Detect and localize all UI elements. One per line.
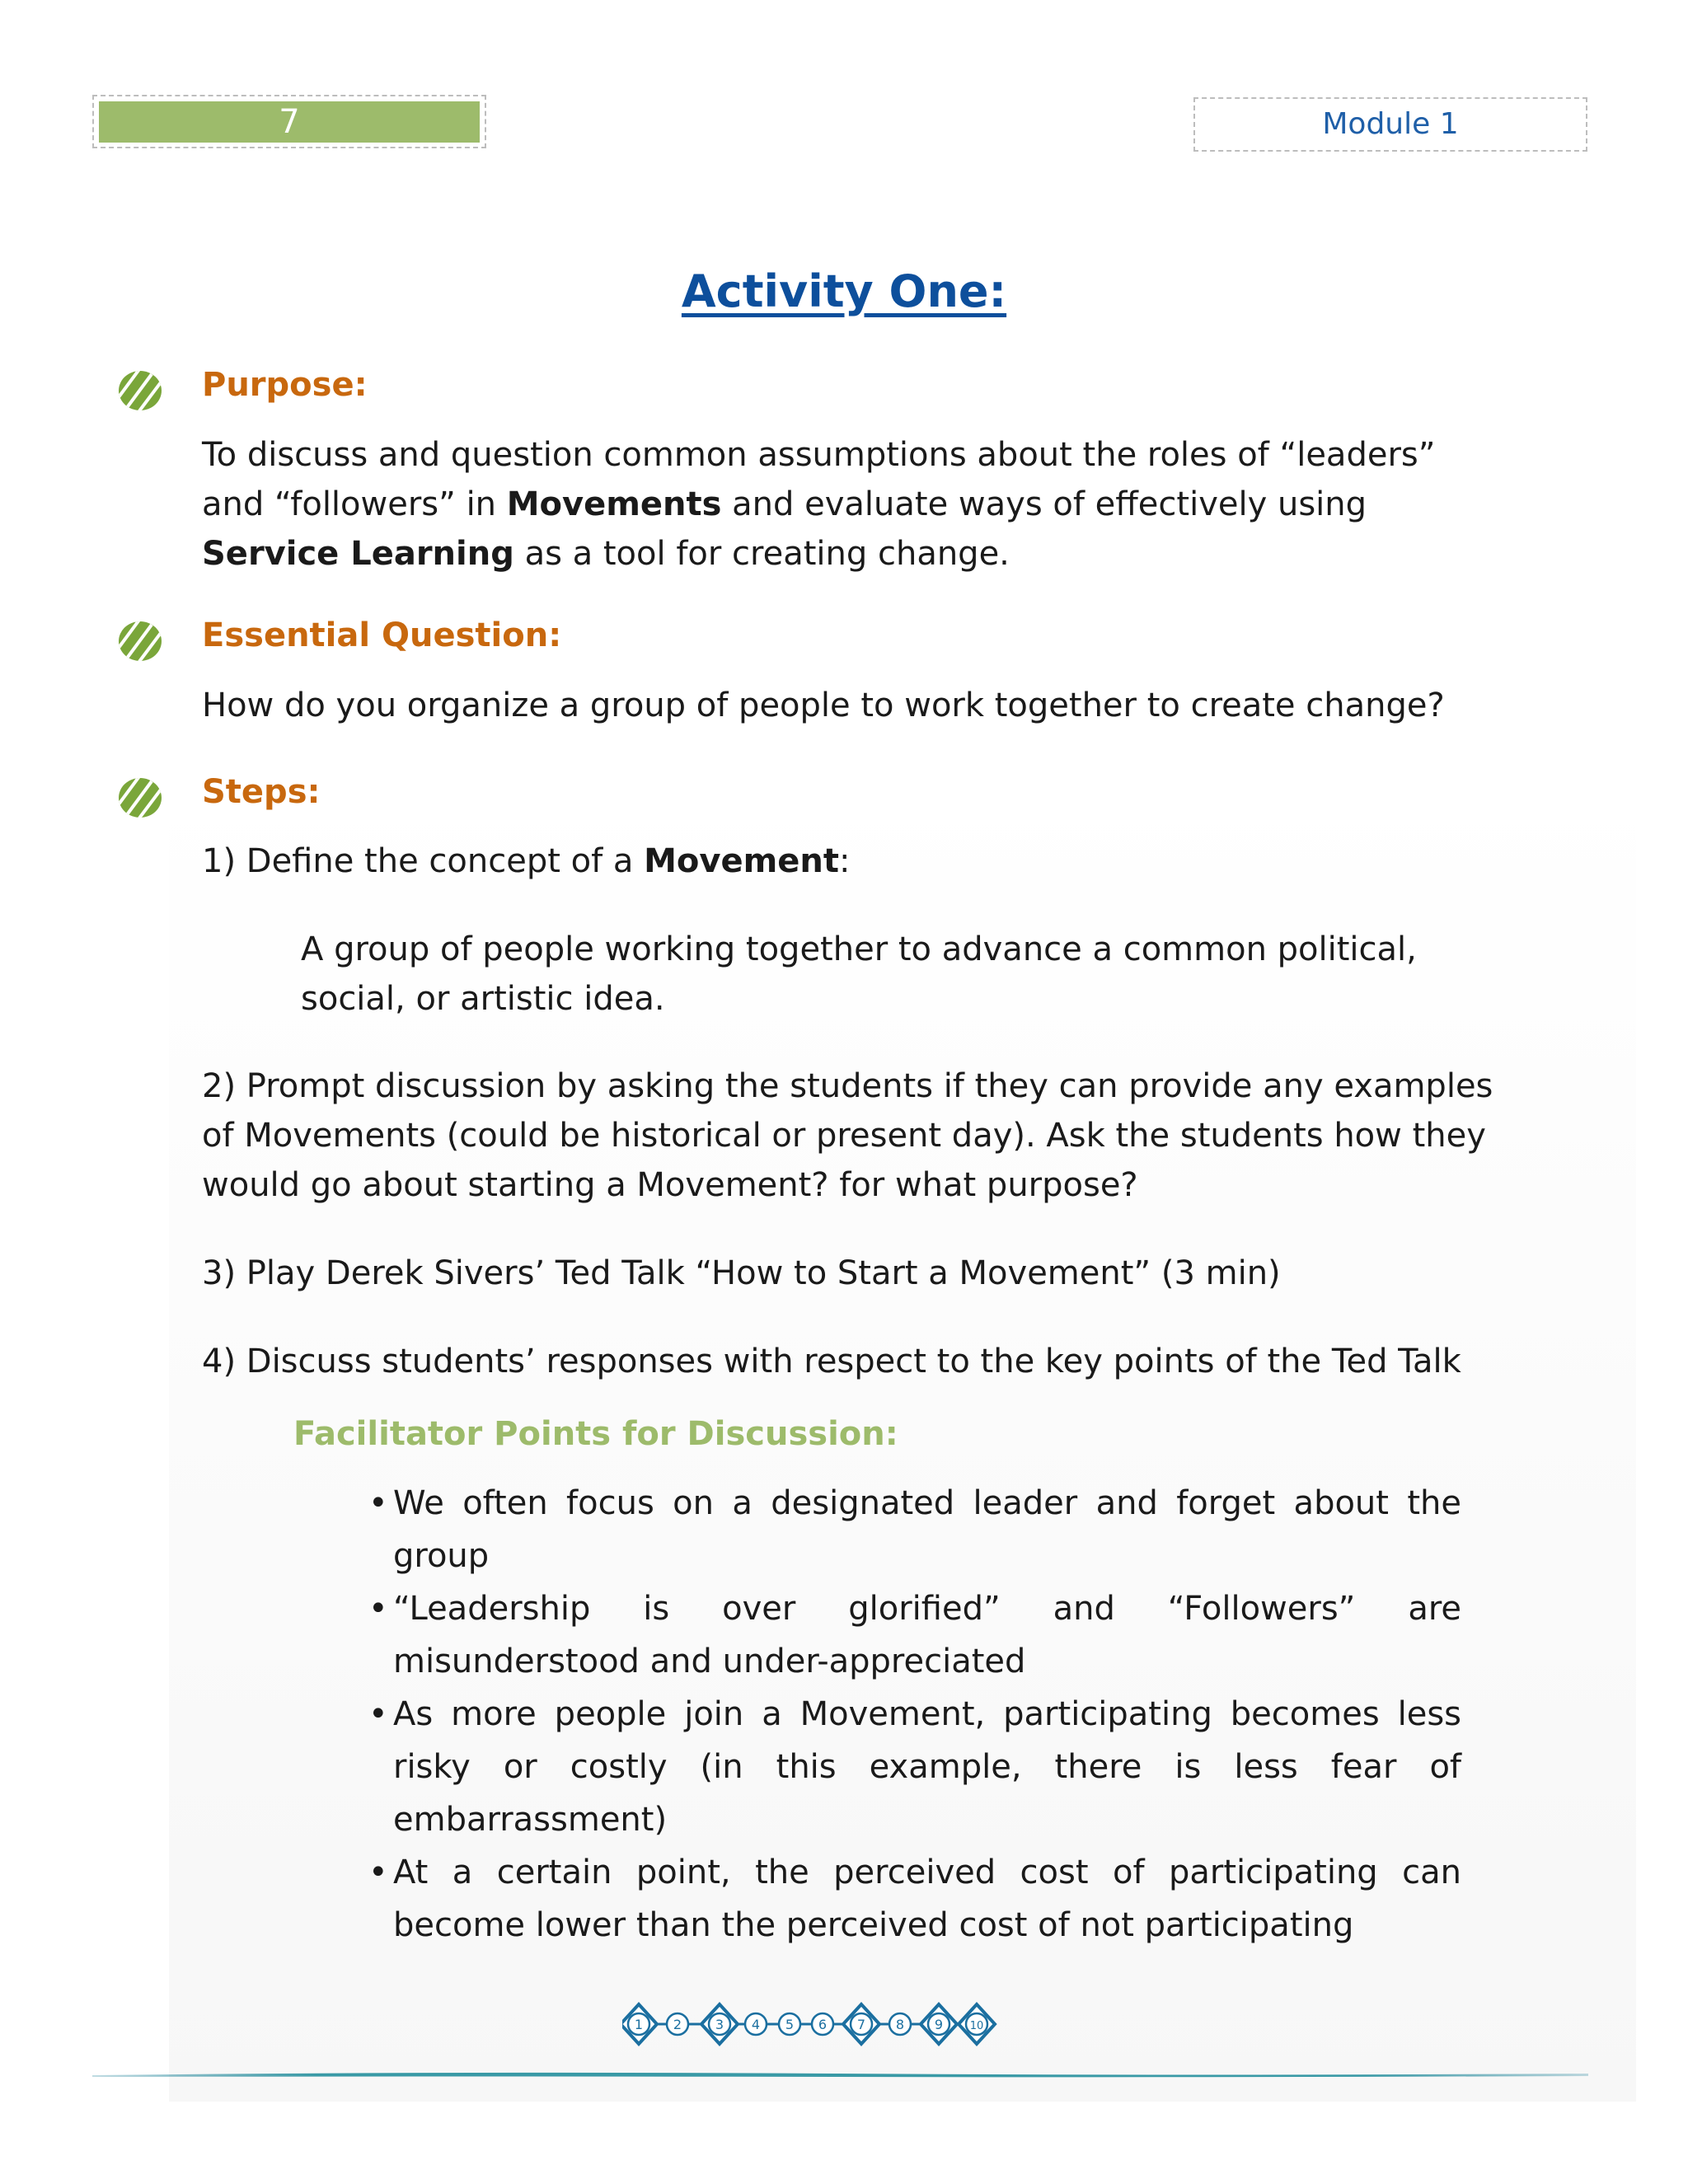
module-nav-number: 5	[785, 2017, 795, 2032]
module-nav-item-3	[701, 2004, 738, 2044]
facilitator-points-list	[365, 1477, 1461, 1952]
module-nav-number: 7	[856, 2017, 866, 2032]
module-nav-item-1	[622, 2004, 657, 2044]
module-nav-item-2	[667, 2013, 688, 2035]
module-navigation	[622, 1999, 1010, 2049]
step-1	[202, 837, 1521, 886]
purpose-text-part: To discuss and question common assumptions about the roles of “leaders” and “followers” in	[202, 436, 1436, 523]
module-nav-item-10	[959, 2004, 995, 2044]
module-tab	[1193, 97, 1587, 152]
facilitator-heading: Facilitator Points for Discussion:	[293, 1415, 898, 1453]
footer-divider	[92, 2069, 1588, 2080]
step-2: 2) Prompt discussion by asking the students if they can provide any examples of Movements (could be historical or present day). Ask the students how they would go about starting a Movement? for what purpose?	[202, 1067, 1493, 1204]
movement-definition: A group of people working together to advance a common political, social, or artistic idea.	[301, 930, 1417, 1018]
module-nav-number: 4	[751, 2017, 761, 2032]
module-nav-number: 2	[673, 2017, 682, 2032]
module-nav-item-8	[889, 2013, 911, 2035]
purpose-text-part: and evaluate ways of effectively using	[721, 485, 1367, 523]
essential-question-heading: Essential Question:	[202, 616, 562, 654]
module-label: Module 1	[1322, 107, 1459, 141]
purpose-text-part: as a tool for creating change.	[513, 535, 1010, 573]
list-item: • “Leadership is over glorified” and “Followers” are misunderstood and under-appreciated	[365, 1582, 1461, 1688]
green-striped-circle-icon	[117, 620, 163, 663]
green-striped-circle-icon	[117, 776, 163, 819]
module-nav-number: 3	[715, 2017, 724, 2032]
step-1-bold: Movement	[644, 842, 840, 880]
purpose-bold-movements: Movements	[506, 485, 722, 523]
green-striped-circle-icon	[117, 369, 163, 412]
steps-heading: Steps:	[202, 773, 321, 811]
list-item: • As more people join a Movement, participating becomes less risky or costly (in this example, there is less fear of embarrassment)	[365, 1688, 1461, 1846]
step-4: 4) Discuss students’ responses with respect to the key points of the Ted Talk	[202, 1343, 1461, 1380]
module-nav-number: 8	[895, 2017, 905, 2032]
module-nav-item-9	[921, 2004, 957, 2044]
page-number: 7	[279, 103, 300, 141]
purpose-heading: Purpose:	[202, 366, 368, 404]
essential-question-text: How do you organize a group of people to work together to create change?	[202, 687, 1445, 724]
module-nav-item-6	[812, 2013, 833, 2035]
purpose-text	[202, 430, 1496, 579]
step-1-suffix: :	[839, 842, 851, 880]
list-item: • We often focus on a designated leader and forget about the group	[365, 1477, 1461, 1582]
module-nav-item-5	[779, 2013, 800, 2035]
module-nav-item-7	[843, 2004, 879, 2044]
module-nav-number: 9	[934, 2017, 944, 2032]
module-nav-number: 6	[818, 2017, 828, 2032]
purpose-bold-service-learning: Service Learning	[202, 535, 514, 573]
step-1-prefix: 1) Define the concept of a	[202, 842, 645, 880]
page-title: Activity One:	[681, 265, 1007, 317]
step-3: 3) Play Derek Sivers’ Ted Talk “How to Start a Movement” (3 min)	[202, 1254, 1281, 1292]
list-item: • At a certain point, the perceived cost of participating can become lower than the perceived cost of not participating	[365, 1846, 1461, 1952]
page-number-tab	[92, 95, 486, 148]
module-nav-number: 10	[969, 2020, 984, 2032]
module-nav-item-4	[745, 2013, 767, 2035]
module-nav-number: 1	[634, 2017, 644, 2032]
